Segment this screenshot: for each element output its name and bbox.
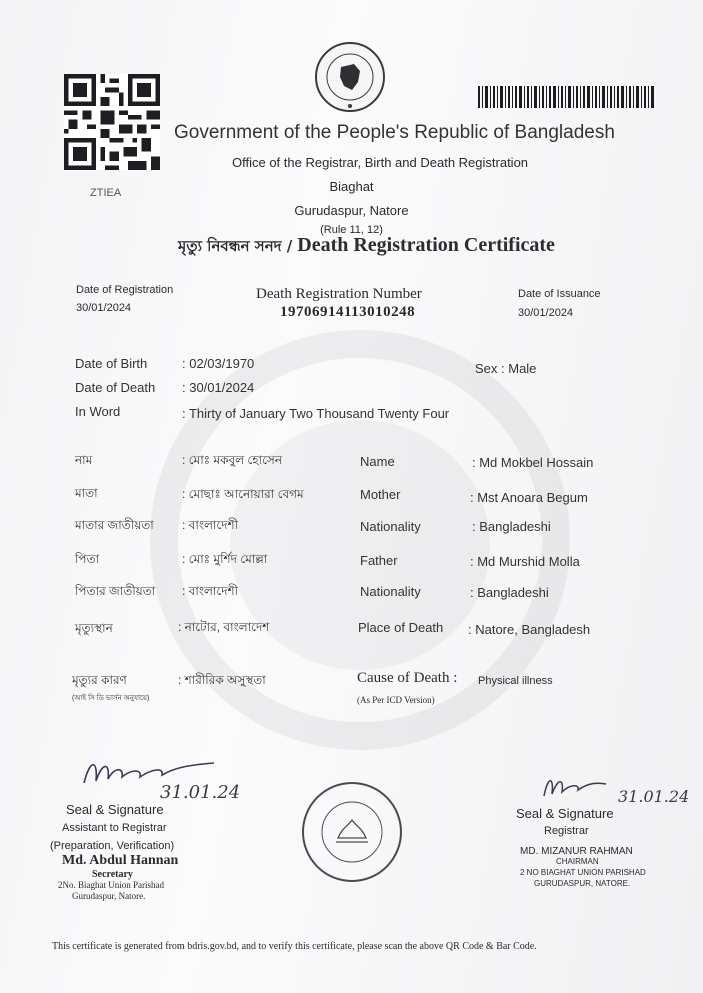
mother-bn-value: : মোছাঃ আনোয়ারা বেগম	[182, 487, 304, 501]
registration-number-value: 19706914113010248	[280, 304, 416, 320]
certificate-title-en: Death Registration Certificate	[297, 234, 555, 256]
union-name: Biaghat	[329, 179, 374, 194]
right-signature-stroke	[540, 770, 610, 800]
father-nationality-en-label: Nationality	[360, 584, 421, 599]
right-role: Registrar	[544, 825, 589, 837]
death-date-value: : 30/01/2024	[182, 380, 255, 395]
left-role-detail: (Preparation, Verification)	[50, 840, 175, 852]
certificate-title	[178, 234, 555, 260]
qr-code-icon	[64, 74, 160, 170]
cause-en-label: Cause of Death :	[357, 670, 458, 686]
right-seal-label: Seal & Signature	[516, 806, 614, 821]
death-place-bn-value: : নাটোর, বাংলাদেশ	[178, 620, 270, 634]
left-signer-address: Gurudaspur, Natore.	[72, 891, 146, 901]
name-en-value: : Md Mokbel Hossain	[472, 455, 594, 470]
death-place-bn-label: মৃত্যুস্থান	[75, 621, 113, 635]
issuance-date-label: Date of Issuance	[518, 288, 601, 300]
left-signer-office: 2No. Biaghat Union Parishad	[58, 880, 164, 890]
death-date-label: Date of Death	[75, 380, 156, 395]
left-signature-date: 31.01.24	[160, 782, 241, 803]
mother-en-label: Mother	[360, 487, 401, 502]
government-emblem-icon	[308, 40, 392, 114]
mother-bn-label: মাতা	[75, 486, 98, 500]
sex-value: Sex : Male	[475, 361, 537, 376]
left-seal-label: Seal & Signature	[66, 802, 164, 817]
mother-nationality-bn-label: মাতার জাতীয়তা	[75, 518, 154, 532]
birth-date-value: : 02/03/1970	[182, 356, 255, 371]
location-name: Gurudaspur, Natore	[294, 203, 409, 218]
name-bn-value: : মোঃ মকবুল হোসেন	[182, 453, 282, 467]
left-signer-title: Secretary	[92, 869, 133, 880]
father-bn-value: : মোঃ মুর্শিদ মোল্লা	[182, 552, 268, 566]
cause-en-value: Physical illness	[478, 675, 553, 687]
right-signer-name: MD. MIZANUR RAHMAN	[520, 846, 633, 857]
certificate-title-bn: মৃত্যু নিবন্ধন সনদ /	[178, 237, 293, 255]
cause-bn-label: মৃত্যুর কারণ	[72, 673, 127, 687]
barcode-icon	[478, 86, 654, 108]
registration-number-label: Death Registration Number	[256, 286, 422, 302]
union-parishad-seal-icon	[300, 780, 404, 884]
issuance-date-value: 30/01/2024	[518, 307, 574, 319]
mother-en-value: : Mst Anoara Begum	[470, 490, 588, 505]
father-nationality-bn-value: : বাংলাদেশী	[182, 584, 239, 598]
cause-bn-value: : শারীরিক অসুস্থতা	[178, 673, 266, 687]
right-signature-date: 31.01.24	[618, 787, 690, 806]
father-nationality-en-value: : Bangladeshi	[470, 585, 549, 600]
rule-reference: (Rule 11, 12)	[320, 224, 383, 236]
cause-en-sub: (As Per ICD Version)	[357, 695, 435, 705]
death-place-en-value: : Natore, Bangladesh	[468, 622, 591, 637]
government-title: Government of the People's Republic of Bangladesh	[174, 122, 615, 143]
registration-date-label: Date of Registration	[76, 284, 174, 296]
right-signer-office: 2 NO BIAGHAT UNION PARISHAD	[520, 868, 646, 877]
left-signer-name: Md. Abdul Hannan	[62, 853, 179, 868]
name-bn-label: নাম	[75, 453, 93, 467]
name-en-label: Name	[360, 454, 395, 469]
father-en-value: : Md Murshid Molla	[470, 554, 580, 569]
registration-date-value: 30/01/2024	[76, 302, 132, 314]
office-title: Office of the Registrar, Birth and Death Registration	[232, 155, 529, 170]
qr-code-label: ZTIEA	[90, 187, 122, 199]
father-en-label: Father	[360, 553, 398, 568]
in-word-label: In Word	[75, 404, 121, 419]
in-word-value: : Thirty of January Two Thousand Twenty Four	[182, 406, 450, 421]
right-signer-address: GURUDASPUR, NATORE.	[534, 879, 631, 888]
footer-note: This certificate is generated from bdris.gov.bd, and to verify this certificate, please scan the above QR Code & Bar Code.	[52, 941, 537, 952]
right-signer-title: CHAIRMAN	[556, 857, 599, 866]
father-bn-label: পিতা	[75, 552, 100, 566]
father-nationality-bn-label: পিতার জাতীয়তা	[75, 584, 156, 598]
birth-date-label: Date of Birth	[75, 356, 148, 371]
death-place-en-label: Place of Death	[358, 620, 444, 635]
mother-nationality-en-value: : Bangladeshi	[472, 519, 551, 534]
mother-nationality-en-label: Nationality	[360, 519, 421, 534]
left-role: Assistant to Registrar	[62, 822, 167, 834]
mother-nationality-bn-value: : বাংলাদেশী	[182, 518, 239, 532]
cause-bn-sub: (আই সি ডি ভার্সন অনুযায়ে)	[72, 695, 150, 702]
